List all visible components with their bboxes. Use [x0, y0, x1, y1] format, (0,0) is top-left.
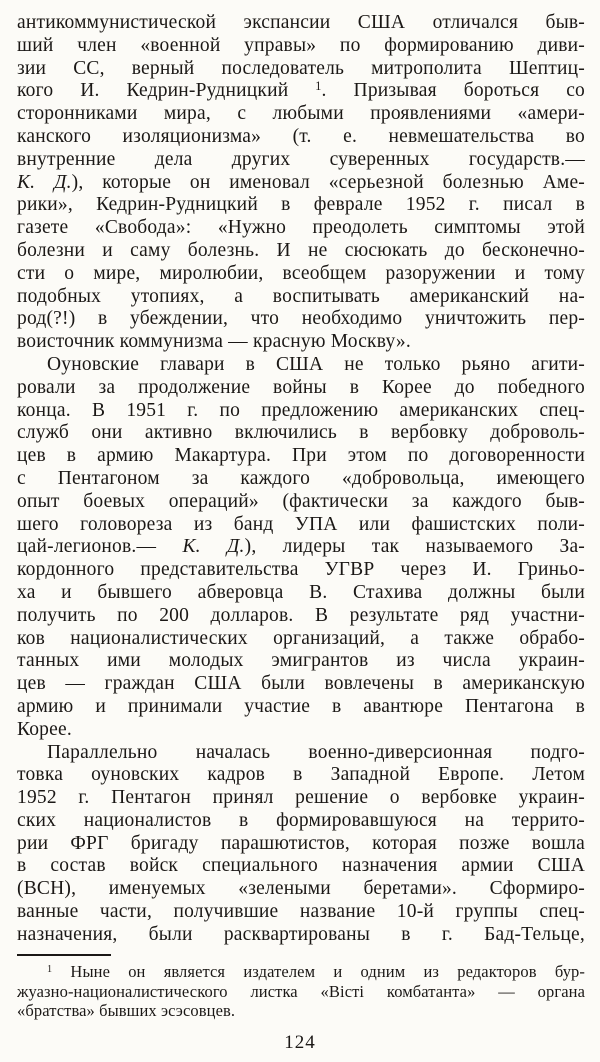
text-segment: ), лидеры так называемого За- [244, 536, 585, 558]
text-line [17, 172, 585, 195]
text-segment: 1952 г. Пентагон принял решение о вербовке украин- [17, 787, 585, 809]
text-segment: ских националистов в формировавшуюся на террито- [17, 809, 585, 831]
page-number: 124 [284, 1032, 316, 1053]
text-segment: . Призывая бороться со [321, 80, 585, 102]
text-line [17, 263, 585, 286]
text-line [17, 559, 585, 582]
text-segment: жуазно-националистического листка «Вісті комбатанта» — органа [17, 981, 585, 1001]
text-line [17, 810, 585, 833]
text-line [17, 149, 585, 172]
text-segment: антикоммунистической экспансии США отличался быв- [17, 12, 585, 33]
text-segment: сти о мире, миролюбии, всеобщем разоружении и тому [17, 262, 585, 284]
text-line [17, 855, 585, 878]
text-line [17, 445, 585, 468]
text-line [17, 286, 585, 309]
text-segment: ха и бывшего абверовца В. Стахива должны были [17, 581, 585, 603]
text-segment: Оуновские главари в США не только рьяно агити- [47, 353, 585, 375]
text-line [17, 982, 585, 1002]
text-line [17, 582, 585, 605]
paragraph [17, 742, 585, 947]
text-segment: ровали за продолжение войны в Корее до победного [17, 376, 585, 398]
text-segment: товка оуновских кадров в Западной Европе. Летом [17, 764, 585, 786]
text-line [17, 422, 585, 445]
text-segment: газете «Свобода»: «Нужно преодолеть симптомы этой [17, 217, 585, 239]
text-line [17, 12, 585, 35]
text-line [17, 331, 585, 354]
text-segment: ванные части, получившие название 10-й группы спец- [17, 901, 585, 923]
text-segment: танных ими молодых эмигрантов из числа украин- [17, 650, 585, 672]
text-line [17, 924, 585, 947]
text-segment: подобных утопиях, а воспитывать американский на- [17, 285, 585, 307]
text-segment: опыт боевых операций» (фактически за каждого быв- [17, 490, 585, 512]
text-line [17, 194, 585, 217]
text-line [17, 354, 585, 377]
text-segment: Корее. [17, 718, 72, 740]
footnote-marker: 1 [315, 80, 322, 94]
text-segment: в состав войск специального назначения армии США [17, 855, 585, 877]
text-line [17, 878, 585, 901]
text-line [17, 377, 585, 400]
text-segment: канского изоляционизма» (т. е. невмешательства во [17, 125, 585, 147]
text-segment: цев в армию Макартура. При этом по договоренности [17, 445, 585, 467]
text-line [17, 764, 585, 787]
text-segment: (ВСН), именуемых «зелеными беретами». Сформиро- [17, 878, 585, 900]
text-line [17, 719, 585, 742]
text-line [17, 217, 585, 240]
text-line [17, 80, 585, 103]
text-line [17, 126, 585, 149]
text-segment: служб они активно включились в вербовку доброволь- [17, 422, 585, 444]
text-segment: рии ФРГ бригаду парашютистов, которая позже вошла [17, 832, 585, 854]
text-segment: ), которые он именовал «серьезной болезнью Аме- [71, 171, 585, 193]
text-segment: кого И. Кедрин-Рудницкий [17, 80, 316, 102]
text-line [17, 400, 585, 423]
text-line [17, 673, 585, 696]
text-segment: «братства» бывших эсэсовцев. [17, 1001, 236, 1021]
text-segment: получить по 200 долларов. В результате ряд участни- [17, 604, 585, 626]
text-segment: К. Д. [17, 171, 72, 193]
text-segment: род(?!) в убеждении, что необходимо уничтожить пер- [17, 308, 585, 330]
text-line [17, 742, 585, 765]
text-line [17, 536, 585, 559]
text-segment: болезни и саму болезнь. И не сюсюкать до бесконечно- [17, 239, 585, 261]
text-segment: кордонного представительства УГВР через И. Гриньо- [17, 559, 585, 581]
text-segment: с Пентагоном за каждого «добровольца, имеющего [17, 467, 585, 489]
text-segment: воисточник коммунизма — красную Москву». [17, 331, 411, 353]
text-segment: рики», Кедрин-Рудницкий в феврале 1952 г. писал в [17, 194, 585, 216]
paragraph [17, 354, 585, 742]
text-line [17, 468, 585, 491]
text-line [17, 308, 585, 331]
text-line [17, 35, 585, 58]
text-line [17, 491, 585, 514]
text-segment: внутренние дела других суверенных государств.— [17, 148, 585, 170]
footnote-marker: 1 [47, 963, 53, 975]
text-line [17, 103, 585, 126]
text-segment: ший член «военной управы» по формированию диви- [17, 34, 585, 56]
body-text [17, 12, 585, 947]
footnote-divider [17, 954, 111, 956]
text-segment: Параллельно началась военно-диверсионная подго- [47, 741, 585, 763]
text-line [17, 696, 585, 719]
text-segment: ков националистических организаций, а также обрабо- [17, 627, 585, 649]
text-line [17, 962, 585, 982]
text-line [17, 1001, 585, 1021]
text-segment: назначения, были расквартированы в г. Бад-Тельце, [17, 923, 585, 945]
text-segment: конца. В 1951 г. по предложению американских спец- [17, 399, 585, 421]
text-line [17, 833, 585, 856]
text-line [17, 240, 585, 263]
paragraph [17, 12, 585, 354]
text-segment: армию и принимали участие в авантюре Пентагона в [17, 695, 585, 717]
text-segment: цев — граждан США были вовлечены в американскую [17, 673, 585, 695]
text-segment: зии СС, верный последователь митрополита Шептиц- [17, 57, 585, 79]
text-line [17, 901, 585, 924]
text-line [17, 787, 585, 810]
text-line [17, 514, 585, 537]
text-segment: Ныне он является издателем и одним из редакторов бур- [52, 962, 585, 981]
text-segment: шего головореза из банд УПА или фашистских поли- [17, 513, 585, 535]
text-line [17, 58, 585, 81]
footnote [17, 962, 585, 1021]
text-segment: цай-легионов.— [17, 536, 183, 558]
text-line [17, 605, 585, 628]
text-segment: сторонниками мира, с любыми проявлениями «амери- [17, 103, 585, 125]
text-line [17, 650, 585, 673]
text-segment: К. Д. [182, 536, 245, 558]
text-line [17, 628, 585, 651]
